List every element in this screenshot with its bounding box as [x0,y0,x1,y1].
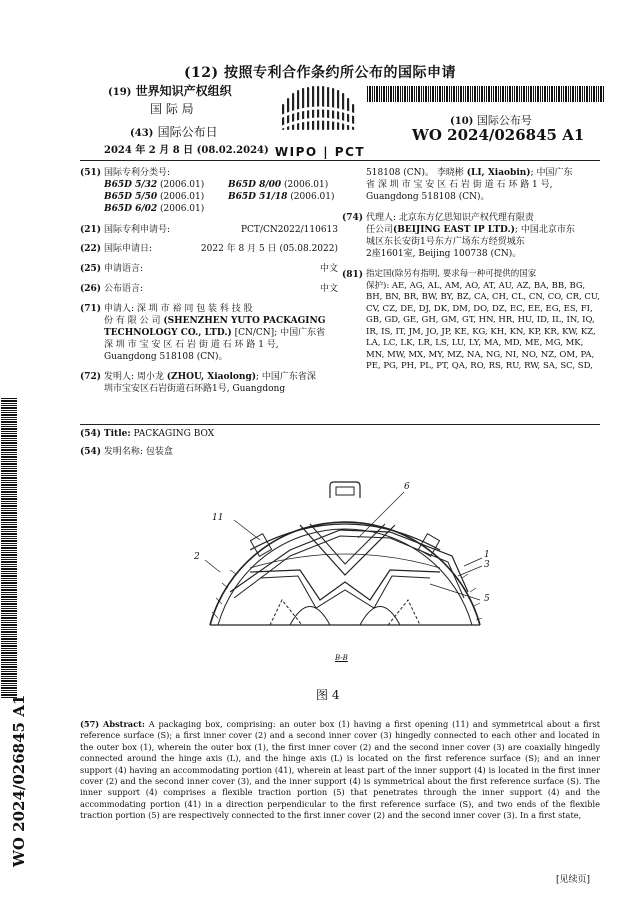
field-label: 国际申请日: [104,244,153,254]
field-value: PCT/CN2022/110613 [240,225,338,235]
title-chinese [80,446,173,458]
continued-on-next-page: [见续页] [556,875,591,885]
agent-line: 代理人: 北京东方亿思知识产权代理有限责 [366,213,534,223]
field-number: (72) [80,372,102,382]
designated-states-line: CV, CZ, DE, DJ, DK, DM, DO, DZ, EC, EE, EG, ES, FI, [366,303,593,314]
wipo-org-block [108,82,232,117]
field-21-application-number [80,224,338,236]
field-81-designated-states [342,269,600,373]
classification-grid [104,179,346,215]
field-label: 国际专利申请号: [104,225,171,235]
figure-ref-label: 2 [194,552,200,562]
field-label: 发明名称: [103,447,143,457]
applicant-line: 申请人: 深 圳 市 裕 同 包 装 科 技 股 [104,304,253,314]
field-number: (22) [80,244,102,254]
field-51-classification [80,167,338,215]
org-field-number: (19) [108,87,132,98]
pubdate-label: 国际公布日 [157,125,218,139]
designated-states-line: PE, PG, PH, PL, PT, QA, RO, RS, RU, RW, SA, SC, SD, [366,361,593,371]
figure-caption: 图 4 [316,688,340,702]
figure-ref-label: 11 [212,513,224,523]
designated-states-line: 指定国(除另有指明, 要求每一种可提供的国家 [366,269,537,279]
agent-line: 城区东长安街1号东方广场东方经贸城东 [366,237,525,247]
designated-states-line: GB, GD, GE, GH, GM, GT, HN, HR, HU, ID, IL, IN, IQ, [366,315,595,325]
figure-ref-label: 5 [484,594,490,604]
agent-line: 任公司(BEIJING EAST IP LTD.); 中国北京市东 [366,225,575,235]
patent-figure [190,480,510,660]
designated-states-line: MN, MW, MX, MY, MZ, NA, NG, NI, NO, NZ, OM, PA, [366,349,595,360]
agent-line: 2座1601室, Beijing 100738 (CN)。 [366,249,522,259]
field-number: (21) [80,225,102,235]
abstract-label: Abstract: [103,719,145,729]
figure-ref-label: 3 [484,560,490,570]
inventor-continuation: 518108 (CN)。 李晓彬 (LI, Xiaobin); 中国广东 省 深 圳 市 宝 安 区 石 岩 街 道 石 环 路 1 号, Guangdong 518108 (CN)。 [366,168,573,202]
applicant-line: 份 有 限 公 司 (SHENZHEN YUTO PACKAGING [104,316,326,326]
pubdate-label-row [130,123,218,140]
field-value: PACKAGING BOX [133,429,215,439]
wipo-logo [272,84,368,159]
section-label: B-B [335,654,348,662]
designated-states-line: 保护): AE, AG, AL, AM, AO, AT, AU, AZ, BA, BB, BG, [366,280,586,291]
packaging-box-cross-section [190,480,510,660]
applicant-line: 深 圳 市 宝 安 区 石 岩 街 道 石 环 路 1 号, [104,340,279,350]
wipo-emblem-icon [272,84,368,140]
field-value: 中文 [319,264,338,274]
field-label: Title: [103,429,131,439]
figure-ref-label: 1 [484,550,490,560]
ipc-class: B65D 51/18 (2006.01) [228,192,335,202]
publication-number: WO 2024/026845 A1 [412,126,585,144]
field-number: (26) [80,284,102,294]
field-26-publication-language [80,283,338,295]
inventor-line: 发明人: 周小龙 (ZHOU, Xiaolong); 中国广东省深 [104,372,316,382]
pubno-field-number: (10) [450,116,474,127]
ipc-class: B65D 5/32 (2006.01) [104,180,205,190]
field-value: 2022 年 8 月 5 日 (05.08.2022) [200,244,338,254]
field-72-inventor [80,371,338,395]
side-barcode [1,398,17,698]
field-number: (71) [80,304,102,314]
field-label: 国际专利分类号: [104,168,171,178]
field-number: (74) [342,213,364,223]
abstract-number: (57) [80,719,100,729]
field-22-filing-date [80,243,338,255]
field-number: (51) [80,168,102,178]
abstract [80,719,600,822]
right-column [342,167,600,373]
designated-states-line: BH, BN, BR, BW, BY, BZ, CA, CH, CL, CN, CO, CR, CU, [366,292,600,302]
applicant-line: Guangdong 518108 (CN)。 [104,352,228,362]
field-label: 申请语言: [104,264,144,274]
ipc-class: B65D 8/00 (2006.01) [228,180,329,190]
abstract-text: A packaging box, comprising: an outer box (1) having a first opening (11) and symmetrical about a first reference surface (S); a first inner cover (2) and a second inner cover (3) hingedly connected to each other and located in the outer box (1), wherein the outer box (1), the first inner cover (2) and the second inner cover (3) are coaxially hingedly connected around the hinge axis (L), and the hinge axis (L) is located on the first reference surface (S); and an inner support (4) having an accommodating portion (41), wherein at least part of the inner support (4) is located in the first inner cover (2) and the second inner cover (3), and the inner support (4) is symmetrical about the first reference surface (S). The inner support (4) comprises a flexible traction portion (5) that penetrates through the inner support (4) and the accommodating portion (41) in a direction perpendicular to the first reference surface (S), and two ends of the flexible traction portion (5) are respectively connected to the first inner cover (2) and the second inner cover (3). In a first state, [80,719,600,821]
pubno-label: 国际公布号 [476,114,532,127]
top-barcode [367,86,604,102]
field-number: (54) [80,447,102,457]
inventor-line: 圳市宝安区石岩街道石环路1号, Guangdong [104,384,286,394]
designated-states-line: IR, IS, IT, JM, JO, JP, KE, KG, KH, KN, KP, KR, KW, KZ, [366,326,596,337]
field-value: 中文 [319,284,338,294]
field-74-agent [342,212,600,260]
barcode-graphic [367,86,604,102]
figure-ref-label: 6 [404,482,410,492]
field-71-applicant [80,303,338,363]
title-english [80,428,214,440]
field-label: 公布语言: [104,284,144,294]
applicant-line: TECHNOLOGY CO., LTD.) [CN/CN]; 中国广东省 [104,328,326,338]
org-subname: 国 际 局 [150,102,194,116]
title-divider [80,424,600,425]
org-name: 世界知识产权组织 [135,84,232,98]
pubdate-field-number: (43) [130,128,154,139]
header-divider [80,160,600,161]
field-25-filing-language [80,263,338,275]
field-number: (54) [80,429,102,439]
ipc-class: B65D 6/02 (2006.01) [104,204,205,214]
field-number: (25) [80,264,102,274]
wipo-logo-text: WIPO | PCT [274,145,366,159]
pubdate-value: 2024 年 2 月 8 日 (08.02.2024) [104,145,269,156]
designated-states-line: LA, LC, LK, LR, LS, LU, LY, MA, MD, ME, MG, MK, [366,338,584,348]
left-column [80,167,338,395]
field-number: (81) [342,270,364,280]
barcode-graphic [1,398,17,698]
document-title: (12) 按照专利合作条约所公布的国际申请 [183,65,457,81]
ipc-class: B65D 5/50 (2006.01) [104,192,205,202]
field-value: 包装盒 [145,447,173,457]
side-publication-number: WO 2024/026845 A1 [10,694,28,867]
